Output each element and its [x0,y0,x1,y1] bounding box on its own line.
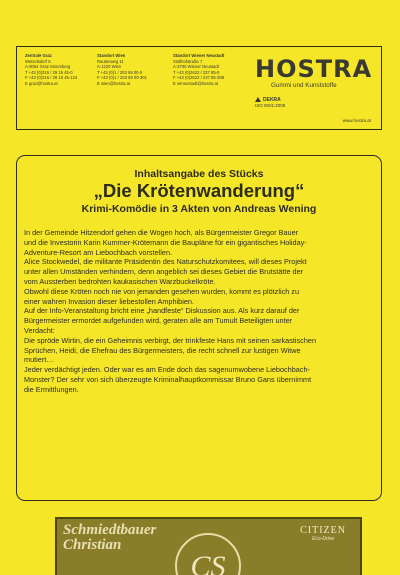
dekra-certification [255,97,295,108]
cs-monogram-logo: CS [175,533,241,575]
synopsis-line: und die Investorin Karin Kummer-Krötemann die Baupläne für ein gigantisches Holiday- [24,237,307,247]
office-line: Rautenweg 11 [97,58,124,64]
synopsis-line: Obwohl diese Kröten noch nie von jemanden gesehen wurden, kommt es plötzlich zu [24,286,300,296]
hostra-website: www.hostra.at [342,118,371,123]
synopsis-line: unter allen Umständen verhindern, denn angeblich sei dieses Gebiet die Brutstätte der [24,267,304,277]
office-name: Standort Wien [97,53,126,58]
citizen-logo: CITIZEN [300,525,346,536]
synopsis-box [16,155,382,501]
office-line: T +43 (0)1 / 203 59 00-0 [97,69,143,75]
office-line: E graz@hostra.at [25,80,58,86]
office-line: E wien@hostra.at [97,80,131,86]
office-line: T +43 (0)316 / 29 15 45-0 [25,69,73,75]
synopsis-line: Adventure-Resort am Liebochbach vorstellen. [24,247,173,257]
office-line: E wrneustadt@hostra.at [173,80,218,86]
office-line: A-1220 Wien [97,64,122,70]
shop-name-line2: Christian [63,537,122,553]
synopsis-line: einer wahren Invasion dieser liebestollen Amphibien. [24,296,194,306]
synopsis-text [24,228,375,395]
office-line: F +43 (0)1 / 203 59 00-301 [97,75,147,81]
hostra-logo-block [255,57,373,117]
hostra-tagline: Gummi und Kunststoffe [271,82,337,89]
play-title: „Die Krötenwanderung“ [93,180,305,201]
hostra-advertisement [16,46,382,130]
shop-name-line1: Schmiedtbauer [63,522,157,538]
citizen-subline: Eco-Drive [312,536,335,542]
office-line: A-2700 Wiener Neustadt [173,64,219,70]
office-line: Stollhofstraße 7 [173,58,203,64]
synopsis-line: mutiert… [24,355,54,365]
play-subtitle: Krimi-Komödie in 3 Akten von Andreas Wening [81,203,317,215]
synopsis-line: Alice Stockwedel, die militante Präsidentin des Naturschutzkomitees, will dieses Projekt [24,257,307,267]
synopsis-heading: Inhaltsangabe des Stücks [134,168,264,180]
synopsis-line: Bürgermeister ermordet aufgefunden wird, geraten alle am Tumult Beteiligten unter [24,316,293,326]
synopsis-line: vom Aussterben bedrohten kaukasischen Warzbuckelkröte. [24,276,216,286]
office-wien [97,53,182,87]
synopsis-line: die Ermittlungen. [24,384,79,394]
synopsis-line: Verdacht: [24,325,55,335]
synopsis-line: Auf der Info-Veranstaltung bricht eine „handfeste“ Diskussion aus. Als kurz darauf der [24,306,300,316]
dekra-brand: DEKRA [263,97,281,103]
office-line: F +43 (0)316 / 29 15 45-124 [25,75,78,81]
synopsis-line: Monster? Der sehr von sich überzeugte Kriminalhauptkommissar Bruno Gans übernimmt [24,374,312,384]
office-line: A-8054 Graz-Seiersberg [25,64,71,70]
dekra-triangle-icon [255,97,261,102]
office-line: F +43 (0)2622 / 237 85-308 [173,75,225,81]
office-line: Wetzelsdorf 5 [25,58,51,64]
hostra-logo: HOSTRA [255,55,373,83]
synopsis-line: In der Gemeinde Hitzendorf gehen die Wogen hoch, als Bürgermeister Gregor Bauer [24,228,299,237]
dekra-text: ISO 9001:2008 [255,103,286,108]
synopsis-line: Sprüchen, Heidi, die Ehefrau des Bürgermeisters, die recht schnell zur lustigen Witwe [24,345,301,355]
synopsis-line: Jeder verdächtigt jeden. Oder war es am Ende doch das sagenumwobene Liebochbach- [24,365,310,375]
office-name: Zentrale Graz [25,53,52,58]
office-wiener-neustadt [173,53,258,87]
citizen-brand [300,525,346,542]
synopsis-line: Die spröde Wirtin, die ein Geheimnis verbirgt, der trinkfeste Hans mit seinen sarkastischen [24,335,316,345]
office-name: Standort Wiener Neustadt [173,53,225,58]
schmiedtbauer-advertisement [55,517,362,575]
office-line: T +43 (0)2622 / 237 85-0 [173,69,220,75]
shop-name [63,523,156,553]
